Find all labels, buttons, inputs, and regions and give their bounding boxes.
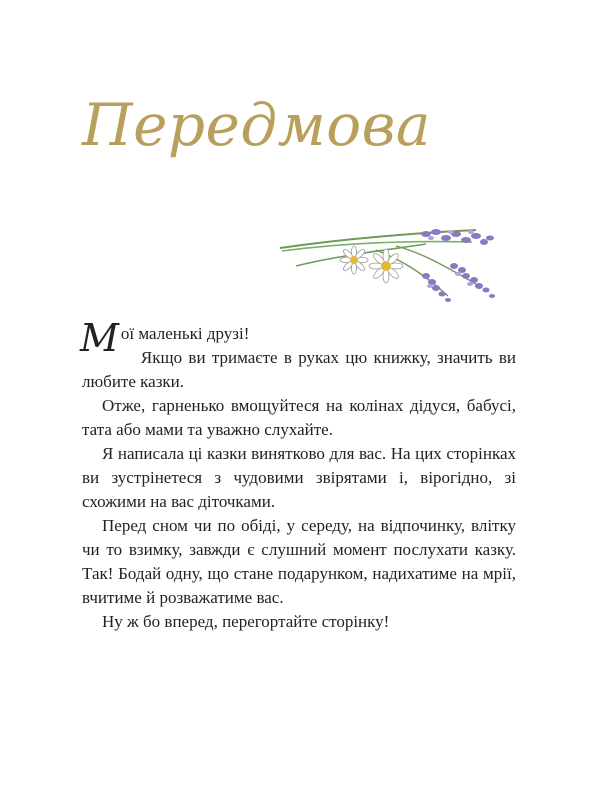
- paragraph: Перед сном чи по обіді, у середу, на відпочинку, влітку чи то взимку, завжди є слушний момент послухати казку. Так! Бодай одну, що стане подарунком, надихатиме на мрії, вчитиме й розважатиме вас.: [82, 516, 516, 607]
- page-title: Передмова: [82, 91, 431, 159]
- lavender-chamomile-illustration: [276, 220, 506, 306]
- paragraph: Якщо ви тримаєте в руках цю книжку, значить ви любите казки.: [82, 348, 516, 391]
- drop-cap: М: [80, 316, 119, 360]
- paragraph: Я написала ці казки винятково для вас. На цих сторінках ви зустрінетеся з чудовими звірятами і, вірогідно, зі схожими на вас діточками.: [82, 444, 516, 511]
- paragraph: Ну ж бо вперед, перегортайте сторінку!: [102, 612, 390, 631]
- preface-text: [80, 316, 516, 634]
- paragraph: Отже, гарненько вмощуйтеся на колінах дідуся, бабусі, тата або мами та уважно слухайте.: [82, 396, 516, 439]
- greeting-text: ої маленькі друзі!: [120, 324, 250, 343]
- greeting-line: [80, 316, 516, 360]
